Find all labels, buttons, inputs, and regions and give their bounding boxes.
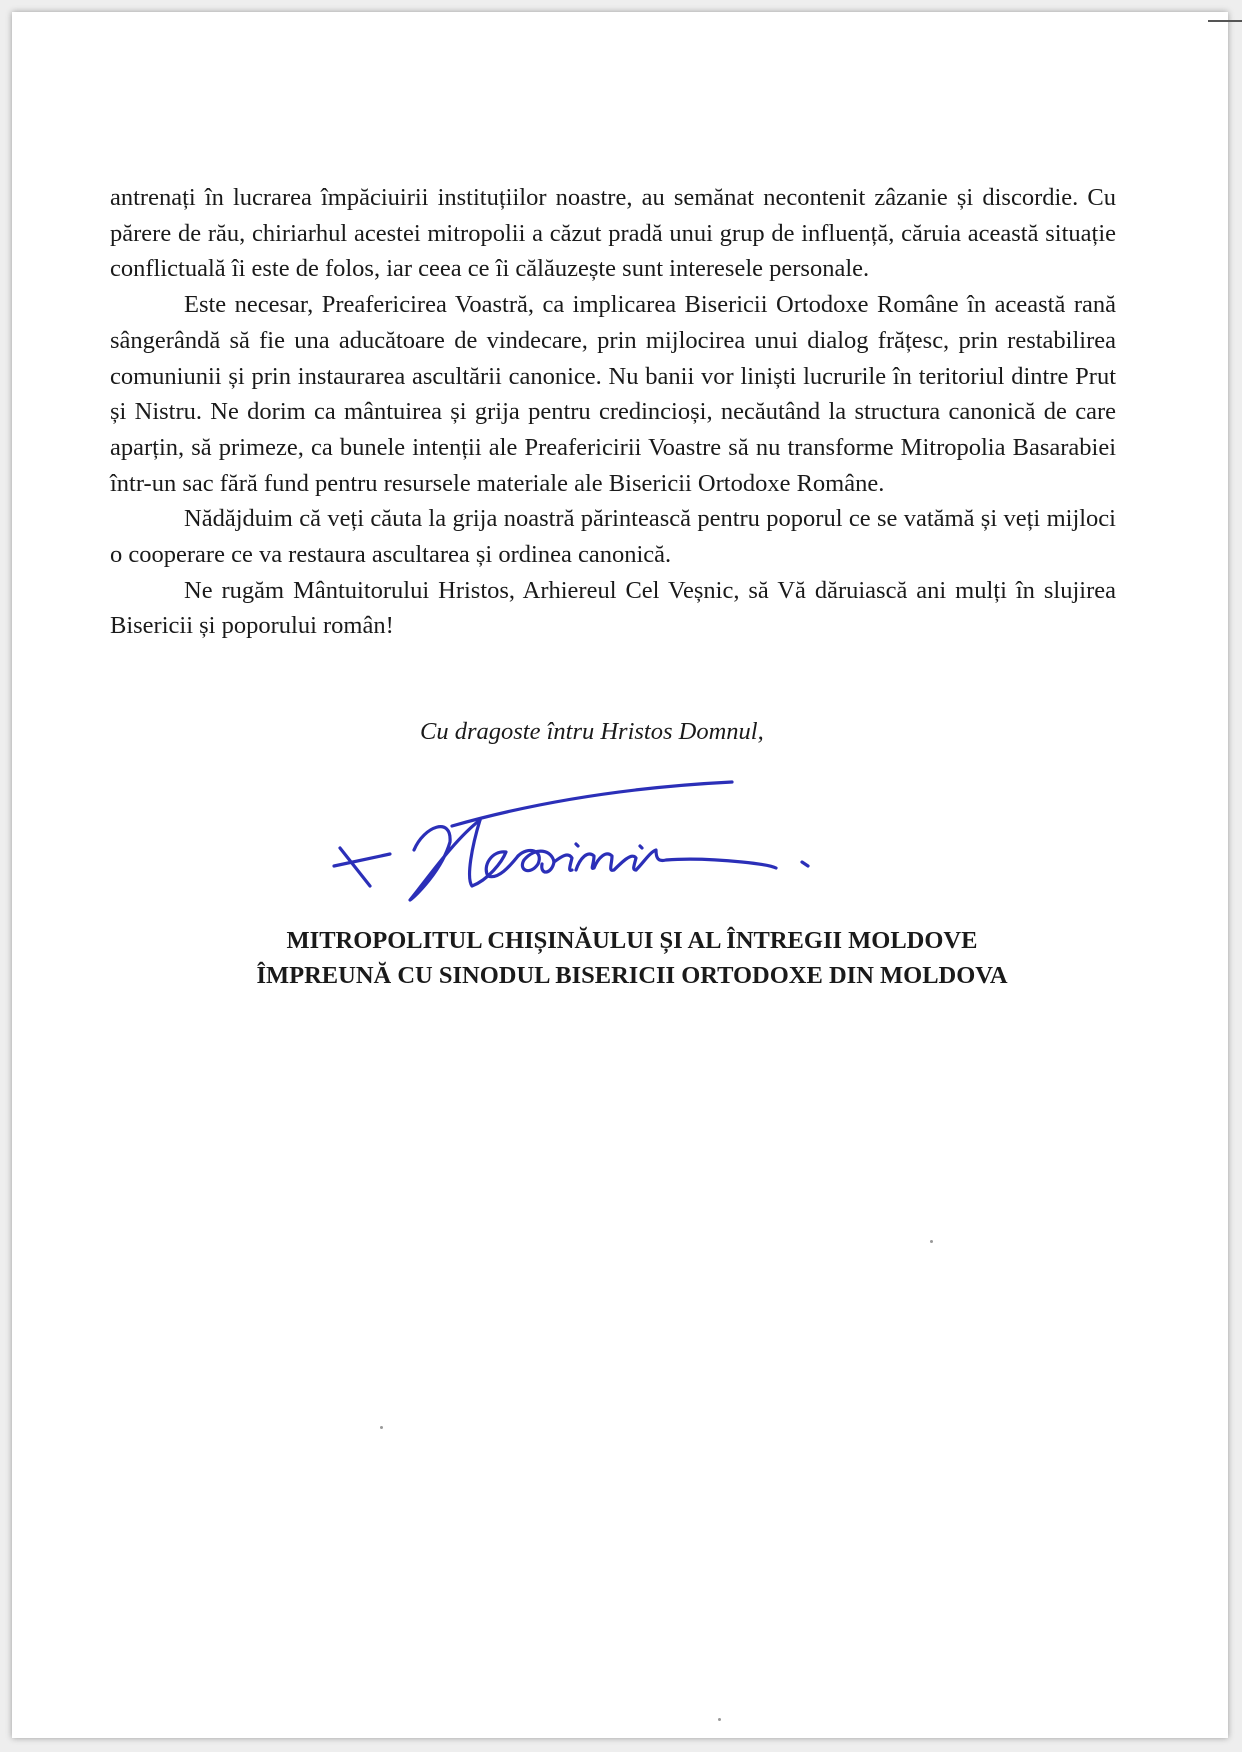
- handwritten-signature: [332, 766, 972, 926]
- signatory-line-1: MITROPOLITUL CHIȘINĂULUI ȘI AL ÎNTREGII MOLDOVE: [286, 927, 978, 954]
- paragraph-hope: Nădăjduim că veți căuta la grija noastră părintească pentru poporul ce se vatămă și veți mijloci o cooperare ce va restaura ascultarea și ordinea canonică.: [110, 505, 1116, 569]
- scan-speck: [380, 1426, 383, 1429]
- closing-salutation: Cu dragoste întru Hristos Domnul,: [420, 718, 764, 745]
- paragraph-request: Este necesar, Preafericirea Voastră, ca implicarea Bisericii Ortodoxe Române în această rană sângerândă să fie una aducătoare de vindecare, prin mijlocirea unui dialog frățesc, prin restabilirea comuniunii și prin instaurarea ascultării canonice. Nu banii vor liniști lucrurile în teritoriul dintre Prut și Nistru. Ne dorim ca mântuirea și grija pentru credincioși, necăutând la structura canonică de care aparțin, să primeze, ca bunele intenții ale Preafericirii Voastre să nu transforme Mitropolia Basarabiei într-un sac fără fund pentru resursele materiale ale Bisericii Ortodoxe Române.: [110, 291, 1116, 497]
- signatory-line-2: ÎMPREUNĂ CU SINODUL BISERICII ORTODOXE DIN MOLDOVA: [256, 962, 1008, 989]
- paragraph-continuation: antrenați în lucrarea împăciuirii instituțiilor noastre, au semănat necontenit zâzanie și discordie. Cu părere de rău, chiriarhul acestei mitropolii a căzut pradă unui grup de influență, căruia această situație conflictuală îi este de folos, iar ceea ce îi călăuzește sunt interesele personale.: [110, 184, 1116, 283]
- page-corner-mark: [1208, 20, 1242, 22]
- paragraph-prayer: Ne rugăm Mântuitorului Hristos, Arhiereul Cel Veșnic, să Vă dăruiască ani mulți în slujirea Bisericii și poporului român!: [110, 576, 1116, 640]
- scan-speck: [718, 1718, 721, 1721]
- document-page: [12, 12, 1228, 1738]
- scan-speck: [930, 1240, 933, 1243]
- signatory-block: [142, 923, 1122, 993]
- letter-body: [110, 180, 1116, 644]
